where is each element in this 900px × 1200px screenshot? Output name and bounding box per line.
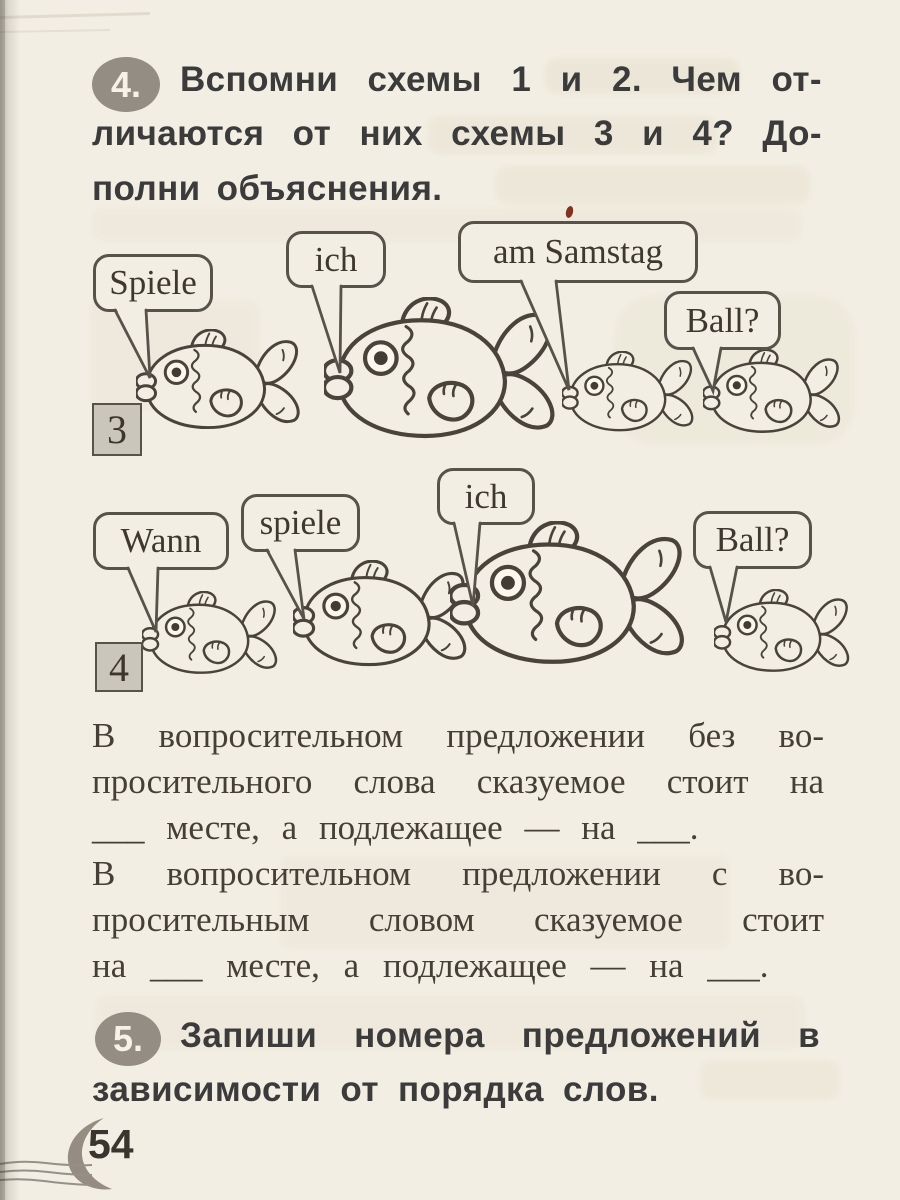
fish-illustration-large — [450, 521, 696, 681]
exercise-4-title-line-3: полни объяснения. — [92, 169, 443, 208]
schema-4-label: 4 — [109, 644, 129, 690]
exercise-4-title-line-1: Вспомни схемы 1 и 2. Чем от- — [180, 60, 822, 99]
explanation-para2-line-2: просительным словом сказуемое стоит — [92, 900, 824, 939]
speech-bubble-text: Ball? — [715, 520, 790, 559]
scan-artifact — [0, 12, 150, 19]
fish-illustration-small — [714, 589, 856, 682]
fish-illustration-small — [703, 349, 847, 443]
exercise-4-number-badge — [92, 57, 160, 112]
bleed-through-artifact — [700, 1060, 840, 1100]
fish-illustration-medium — [293, 560, 475, 679]
schema-3-label: 3 — [107, 407, 127, 452]
exercise-5-number: 5. — [112, 1018, 144, 1059]
fish-illustration-large — [324, 297, 566, 455]
exercise-4-number: 4. — [110, 63, 142, 105]
speech-bubble-text: spiele — [259, 503, 342, 542]
page-number: 54 — [88, 1121, 134, 1167]
explanation-para2-line-3: на ___ месте, а подлежащее — на ___. — [92, 946, 769, 985]
speech-bubble-text: Spiele — [109, 263, 197, 302]
explanation-para1-line-3: ___ месте, а подлежащее — на ___. — [92, 808, 699, 847]
schema-4-label-box — [95, 642, 143, 692]
page-binding-edge — [0, 0, 5, 1200]
speech-bubble-text: Wann — [120, 521, 202, 560]
speech-bubble — [458, 221, 698, 283]
speech-bubble — [93, 254, 213, 312]
explanation-para1-line-2: просительного слова сказуемое стоит на — [92, 762, 824, 801]
exercise-5-number-badge — [95, 1012, 161, 1066]
speech-bubble — [286, 231, 386, 288]
explanation-para2-line-1: В вопросительном предложении с во- — [92, 854, 824, 893]
speech-bubble — [664, 291, 781, 350]
speech-bubble — [241, 494, 360, 552]
exercise-5-title-line-2: зависимости от порядка слов. — [92, 1070, 659, 1109]
fish-illustration-medium — [136, 329, 308, 441]
exercise-5-title-line-1: Запиши номера предложений в — [180, 1016, 820, 1055]
speech-bubble-text: Ball? — [685, 300, 760, 340]
speech-bubble — [93, 512, 229, 570]
schema-3-label-box — [92, 403, 142, 456]
bleed-through-artifact — [495, 166, 810, 204]
speech-bubble — [693, 511, 812, 569]
speech-bubble — [437, 468, 535, 525]
fish-illustration-small — [142, 591, 284, 684]
explanation-para1-line-1: В вопросительном предложении без во- — [92, 716, 824, 755]
speech-bubble-text: ich — [314, 239, 358, 279]
fish-illustration-small — [562, 351, 700, 441]
speech-bubble-text: am Samstag — [492, 232, 664, 271]
speech-bubble-text: ich — [464, 476, 508, 516]
exercise-4-title-line-2: личаются от них схемы 3 и 4? До- — [92, 114, 822, 153]
